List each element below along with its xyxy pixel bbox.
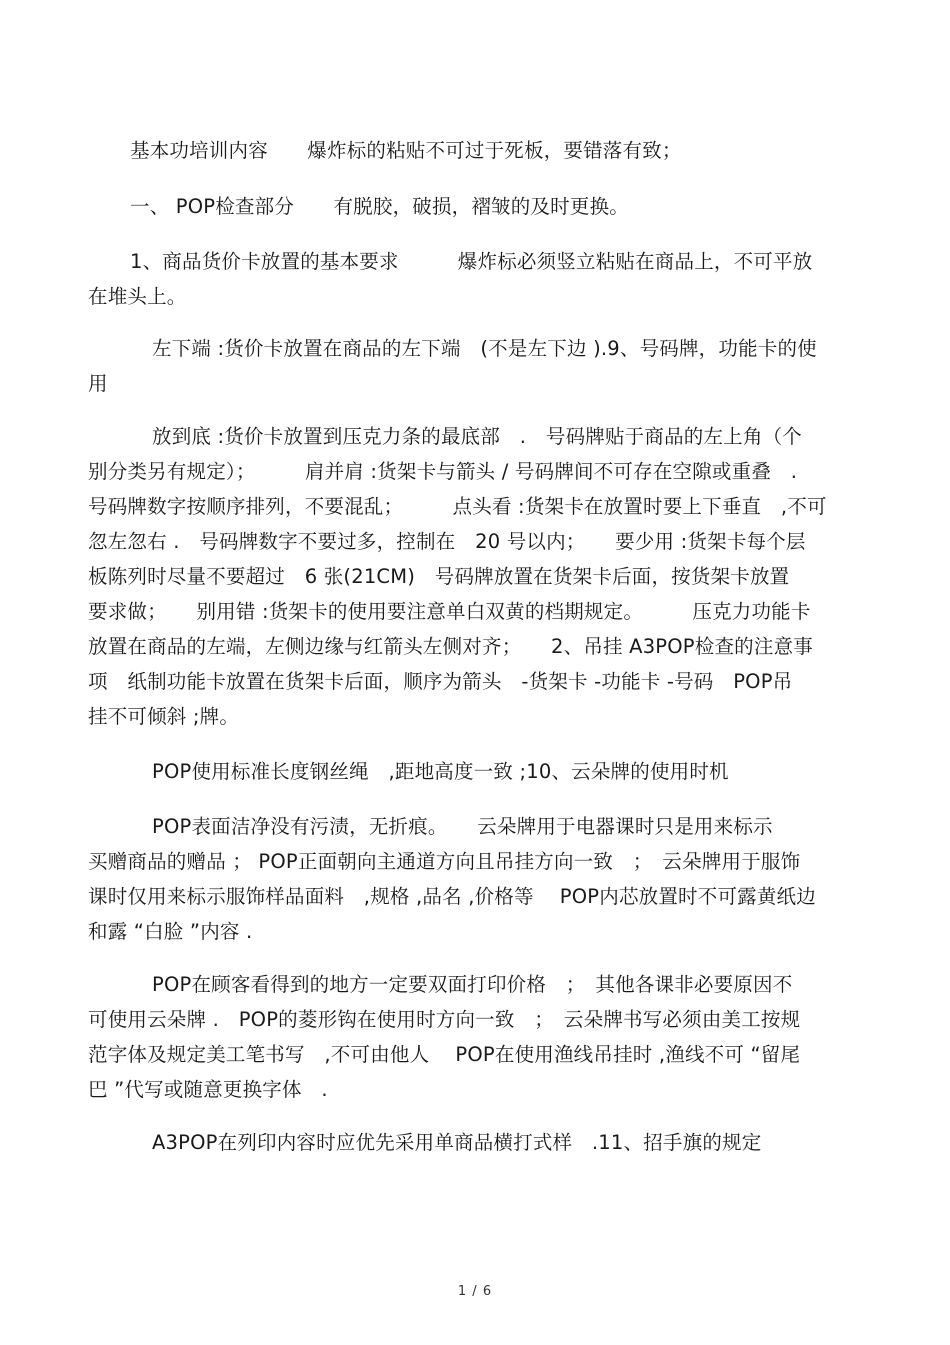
text-line: 可使用云朵牌 . POP的菱形钩在使用时方向一致 ； 云朵牌书写必须由美工按规 [88, 1008, 801, 1031]
text-line: 挂不可倾斜 ;牌。 [88, 705, 240, 728]
text-line: 别分类另有规定）； 肩并肩 :货架卡与箭头 / 号码牌间不可存在空隙或重叠 . [88, 460, 798, 483]
text-line: 忽左忽右 . 号码牌数字不要过多，控制在 20 号以内； 要少用 :货架卡每个层 [88, 530, 806, 553]
text-line: 左下端 :货价卡放置在商品的左下端 (不是左下边 ).9、号码牌，功能卡的使 [152, 337, 817, 360]
text-line: POP使用标准长度钢丝绳 ,距地高度一致 ;10、云朵牌的使用时机 [152, 760, 729, 783]
text-line: 要求做； 别用错 :货架卡的使用要注意单白双黄的档期规定。 压克力功能卡 [88, 600, 811, 623]
text-line: 一、 POP检查部分 有脱胶，破损，褶皱的及时更换。 [130, 195, 629, 218]
text-line: 课时仅用来标示服饰样品面料 ,规格 ,品名 ,价格等 POP内芯放置时不可露黄纸边 [88, 885, 816, 908]
text-line: 在堆头上。 [88, 285, 187, 308]
text-line: 放置在商品的左端，左侧边缘与红箭头左侧对齐； 2、吊挂 A3POP检查的注意事 [88, 635, 813, 658]
text-line: POP在顾客看得到的地方一定要双面打印价格 ； 其他各课非必要原因不 [152, 973, 793, 996]
text-line: POP表面洁净没有污渍，无折痕。 云朵牌用于电器课时只是用来标示 [152, 815, 773, 838]
text-line: A3POP在列印内容时应优先采用单商品横打式样 .11、招手旗的规定 [152, 1131, 762, 1154]
text-line: 板陈列时尽量不要超过 6 张(21CM) 号码牌放置在货架卡后面，按货架卡放置 [88, 565, 790, 588]
text-line: 用 [88, 372, 108, 395]
text-line: 放到底 :货价卡放置到压克力条的最底部 . 号码牌贴于商品的左上角（个 [152, 425, 802, 448]
text-line: 1、商品货价卡放置的基本要求 爆炸标必须竖立粘贴在商品上，不可平放 [130, 250, 813, 273]
text-line: 买赠商品的赠品 ； POP正面朝向主通道方向且吊挂方向一致 ； 云朵牌用于服饰 [88, 850, 801, 873]
text-line: 范字体及规定美工笔书写 ,不可由他人 POP在使用渔线吊挂时 ,渔线不可 “留尾 [88, 1043, 801, 1066]
text-line: 项 纸制功能卡放置在货架卡后面，顺序为箭头 -货架卡 -功能卡 -号码 POP吊 [88, 670, 793, 693]
text-line: 和露 “白脸 ”内容 . [88, 920, 253, 943]
text-line: 巴 ”代写或随意更换字体 . [88, 1078, 328, 1101]
page-number: 1 / 6 [457, 1284, 493, 1299]
text-line: 基本功培训内容 爆炸标的粘贴不可过于死板，要错落有致； [130, 139, 682, 162]
text-line: 号码牌数字按顺序排列，不要混乱； 点头看 :货架卡在放置时要上下垂直 ,不可 [88, 495, 827, 518]
